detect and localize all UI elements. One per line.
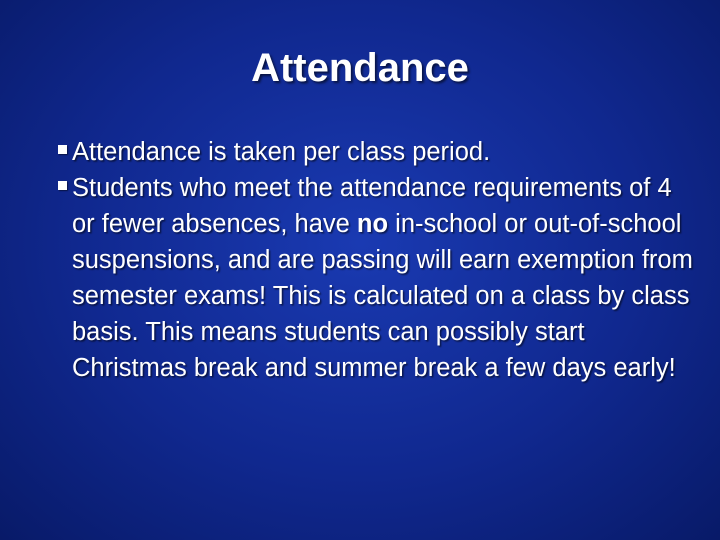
bullet-text-2-start: Students who meet the attendance requirements of 4 or fewer absences, have: [72, 174, 672, 238]
square-bullet-icon: [58, 181, 67, 190]
bullet-item-1: [60, 134, 700, 170]
bullet-text-2-end: in-school or out-of-school suspensions, and are passing will earn exemption from semester exams! This is calculated on a class by class basis. This means students can possibly start Christmas break and summer break a few days early!: [72, 210, 693, 382]
bullet-text-2-emphasis: no: [356, 210, 389, 238]
bullet-list: [60, 134, 700, 386]
bullet-item-2: [60, 170, 700, 386]
square-bullet-icon: [58, 145, 67, 154]
bullet-text-1: Attendance is taken per class period.: [72, 138, 491, 166]
slide-title: Attendance: [251, 46, 469, 90]
